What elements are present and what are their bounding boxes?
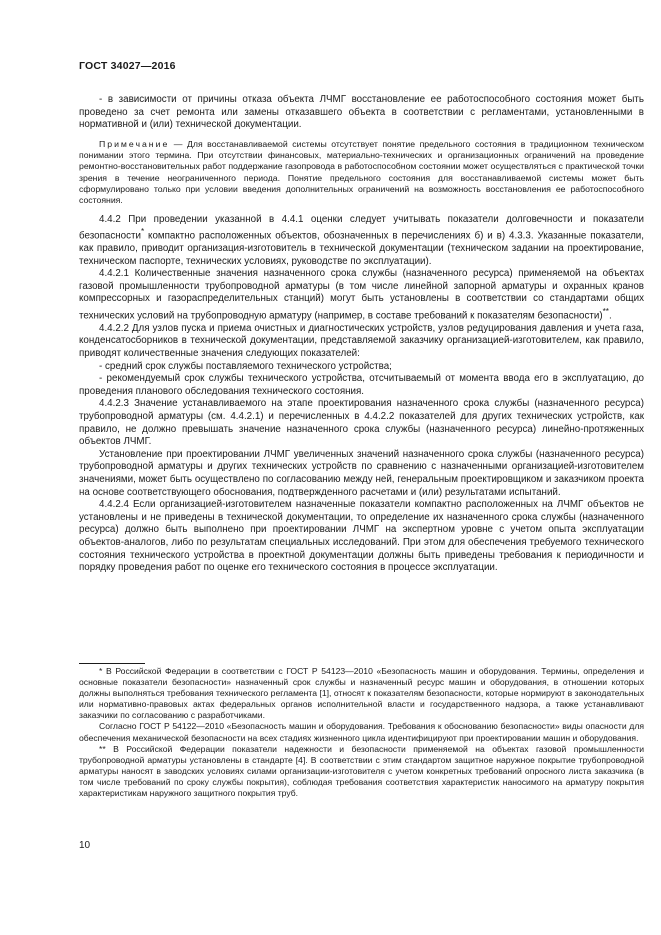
- paragraph-4-4-2-text-a: 4.4.2 При проведении указанной в 4.4.1 оценки следует учитывать показатели долговечности и показатели безопасности: [79, 213, 644, 242]
- note-text: — Для восстанавливаемой системы отсутствует понятие предельного состояния в традиционном техническом понимании этого термина. При отсутствии финансовых, материально-технических и организационных ограничений на проведение ремонтно-восстановительных работ поддержание газопровода в работоспособном состоянии может осуществляться с практической точки зрения в течение неограниченного периода. Понятие предельного состояния для восстанавливаемой системы может быть сформулировано только при условии введения дополнительных ограничений на возможность восстановления ее работоспособного состояния.: [79, 138, 644, 206]
- footnote-2: ** В Российской Федерации показатели надежности и безопасности применяемой на объектах газовой промышленности трубопроводной арматуры установлены в стандарте [4]. В соответствии с этим стандартом защитное наружное покрытие трубопроводной арматуры наносят в заводских условиях силами организации-изготовителя с учетом конкретных требований опросного листа заказчика (в том числе требований по сроку службы покрытия), соблюдая требования соответствия характеристик наносимого на арматуру покрытия характеристикам наружного защитного покрытия труб.: [79, 743, 644, 799]
- paragraph-4-4-2-1-text-a: 4.4.2.1 Количественные значения назначенного срока службы (назначенного ресурса) применяемой на объектах газовой промышленности трубопроводной арматуры (в том числе линейной запорной арматуры и охранных кранов компрессорных и газораспределительных станций) могут быть установлены в соответствии со стандартами общих технических условий на трубопроводную арматуру (например, в составе требований к показателям безопасности): [79, 268, 644, 322]
- main-text: [79, 94, 644, 575]
- list-item: - рекомендуемый срок службы технического устройства, отсчитываемый от момента ввода его в эксплуатацию, до проведения планового обследования технического состояния.: [79, 373, 644, 397]
- paragraph-establishment: Установление при проектировании ЛЧМГ увеличенных значений назначенного срока службы (назначенного ресурса) трубопроводной арматуры и других технических устройств по сравнению с назначенными организацией-изготовителем значениями, может быть осуществлено по согласованию между ней, генеральным проектировщиком и заказчиком проекта на основе соответствующего обоснования, подтвержденного расчетами и (или) результатами испытаний.: [79, 448, 644, 498]
- note-label: Примечание: [99, 138, 170, 149]
- list-item: - средний срок службы поставляемого технического устройства;: [99, 360, 392, 372]
- paragraph-4-4-2-4: 4.4.2.4 Если организацией-изготовителем назначенные показатели компактно расположенных на ЛЧМГ объектов не установлены и не приведены в технической документации, то определение их назначенного срока службы (назначенного ресурса) должно быть выполнено при проектировании ЛЧМГ на экспертном уровне с учетом опыта эксплуатации объектов-аналогов, либо по результатам специальных исследований. При этом для обеспечения требуемого технического состояния технического устройства в проектной документации должны быть приведены требования к периодичности и порядку проведения работ по оценке его технического состояния в процессе эксплуатации.: [79, 499, 644, 574]
- footnotes: [79, 666, 644, 799]
- footnote-ref-2: **: [602, 306, 609, 316]
- note-paragraph: [79, 139, 644, 207]
- paragraph-4-4-2-2: 4.4.2.2 Для узлов пуска и приема очистных и диагностических устройств, узлов редуцирования давления и учета газа, конденсатосборников в технической документации, представляемой заказчику организацией-изготовителем, как правило, приводят количественные значения следующих показателей:: [79, 322, 644, 360]
- paragraph-4-4-2-text-b: компактно расположенных объектов, обозначенных в перечислениях б) и в) 4.3.3. Указанные показатели, как правило, приводит организация-изготовитель в технической документации (техническом задании на проектирование, техническом паспорте, технических условиях, руководстве по эксплуатации).: [79, 230, 644, 267]
- document-header: ГОСТ 34027—2016: [79, 60, 176, 72]
- page-number: 10: [79, 840, 91, 851]
- paragraph-4-4-2-3: 4.4.2.3 Значение устанавливаемого на этапе проектирования назначенного срока службы (назначенного ресурса) трубопроводной арматуры (см. 4.4.2.1) и перечисленных в 4.4.2.2 показателей для других технических устройств, как правило, не должно превышать значение назначенного срока службы (назначенного ресурса) линейно-протяженных объектов ЛЧМГ.: [79, 398, 644, 448]
- paragraph-repair: - в зависимости от причины отказа объекта ЛЧМГ восстановление ее работоспособного состояния может быть проведено за счет ремонта или замены отказавшего объекта в соответствии с регламентами, установленными в нормативной и (или) технической документации.: [79, 94, 644, 131]
- paragraph-4-4-2-1: [79, 268, 644, 323]
- footnote-1-continued: Согласно ГОСТ Р 54122—2010 «Безопасность машин и оборудования. Требования к обоснованию безопасности» виды опасности для обеспечения механической безопасности на всех стадиях жизненного цикла идентифицируют при проектировании машин и оборудования.: [79, 721, 644, 743]
- paragraph-4-4-2-1-text-b: .: [608, 310, 612, 322]
- footnote-1: * В Российской Федерации в соответствии с ГОСТ Р 54123—2010 «Безопасность машин и оборудования. Термины, определения и основные показатели безопасности» назначенный срок службы и назначенный ресурс машин и оборудования, в отношении которых должны выполняться требования технического регламента [1], относят к показателям безопасности, которые нормируют в законодательных или нормативно-правовых актах федеральных органов исполнительной власти и государственного надзора, а также устанавливают заказчики по согласованию с разработчиками.: [79, 666, 644, 721]
- footnote-ref-1: *: [140, 227, 145, 237]
- footnote-separator: [79, 663, 145, 664]
- paragraph-4-4-2: [79, 214, 644, 269]
